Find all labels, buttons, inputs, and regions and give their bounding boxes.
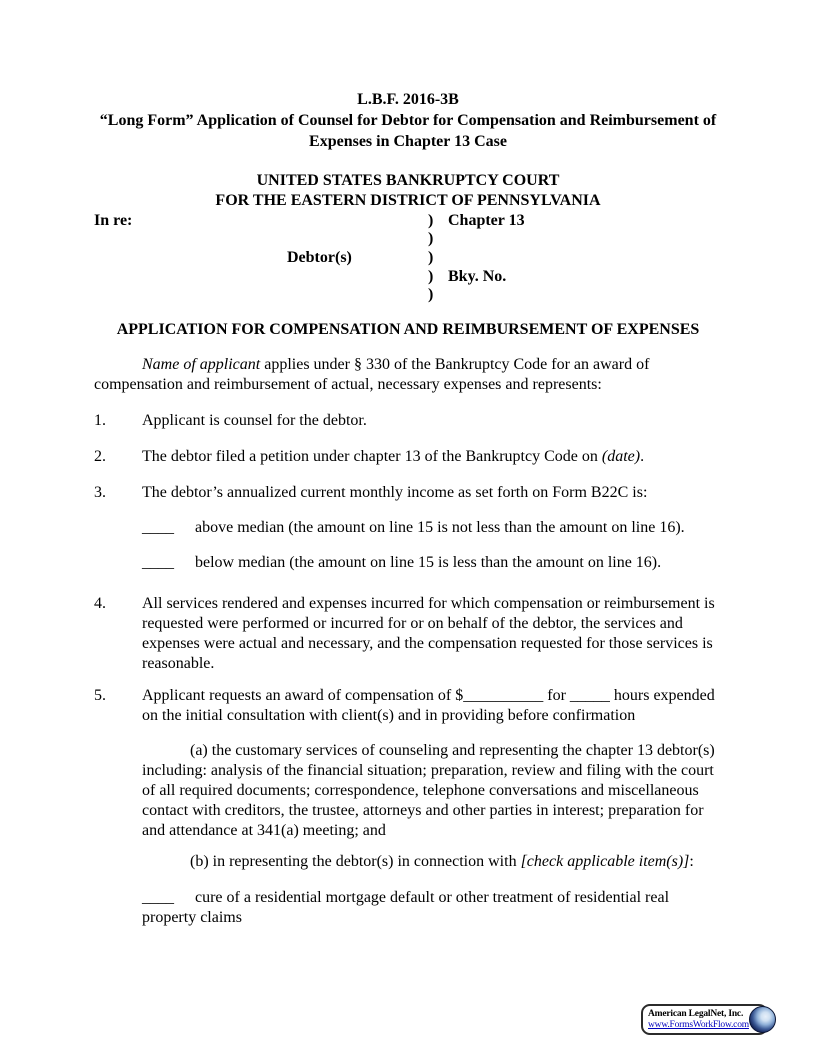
above-median-text: above median (the amount on line 15 is not less than the amount on line 16). xyxy=(195,519,685,536)
in-re-label: In re: xyxy=(94,212,133,229)
below-median-option xyxy=(94,553,722,573)
application-heading: APPLICATION FOR COMPENSATION AND REIMBURSEMENT OF EXPENSES xyxy=(116,321,700,338)
cure-mortgage-option xyxy=(142,888,722,928)
compensation-amount-blank[interactable]: __________ xyxy=(463,687,544,704)
form-title-line2: Expenses in Chapter 13 Case xyxy=(309,133,507,150)
court-line1: UNITED STATES BANKRUPTCY COURT xyxy=(256,172,560,189)
check-applicable-note: [check applicable item(s)] xyxy=(520,853,690,870)
item-1 xyxy=(94,411,722,431)
item-3-number: 3. xyxy=(94,484,106,501)
court-line2: FOR THE EASTERN DISTRICT OF PENNSYLVANIA xyxy=(215,192,601,209)
cure-check-blank[interactable]: ____ xyxy=(142,889,174,906)
below-median-check-blank[interactable]: ____ xyxy=(142,554,174,571)
above-median-option xyxy=(94,518,722,538)
item-3-text: The debtor’s annualized current monthly income as set forth on Form B22C is: xyxy=(142,484,648,501)
logo-text-block xyxy=(648,1009,749,1031)
case-caption xyxy=(94,211,722,304)
item-4-number: 4. xyxy=(94,595,106,612)
item-1-number: 1. xyxy=(94,412,106,429)
item-4 xyxy=(94,594,722,674)
caption-paren: ) xyxy=(428,268,434,285)
form-number: L.B.F. 2016-3B xyxy=(357,91,459,108)
item-2-period: . xyxy=(640,448,645,465)
american-legalnet-logo[interactable] xyxy=(641,1004,768,1035)
debtors-label: Debtor(s) xyxy=(287,249,352,266)
item-5b-text: (b) in representing the debtor(s) in connection with xyxy=(190,853,521,870)
item-2-text: The debtor filed a petition under chapter 13 of the Bankruptcy Code on xyxy=(142,448,602,465)
formsworkflow-link[interactable]: www.FormsWorkFlow.com xyxy=(648,1019,749,1030)
bky-no-label: Bky. No. xyxy=(448,268,507,285)
item-3 xyxy=(94,483,722,503)
item-2 xyxy=(94,447,722,467)
item-5-text-post: hours expended on the initial consultation with client(s) and in providing before confirmation xyxy=(142,687,715,724)
caption-paren: ) xyxy=(428,212,434,229)
form-title-block xyxy=(94,89,722,152)
intro-paragraph xyxy=(94,355,722,395)
item-1-text: Applicant is counsel for the debtor. xyxy=(142,412,367,429)
item-5b-colon: : xyxy=(689,853,694,870)
intro-text: applies under § 330 of the Bankruptcy Code for an award of compensation and reimbursement of actual, necessary expenses and represents: xyxy=(94,356,650,393)
item-4-text: All services rendered and expenses incurred for which compensation or reimbursement is requested were performed or incurred for or on behalf of the debtor, the services and expenses were actual and necessary, and the compensation requested for those services is reasonable. xyxy=(142,595,715,672)
caption-paren: ) xyxy=(428,286,434,303)
caption-paren: ) xyxy=(428,249,434,266)
legalnet-company-name: American LegalNet, Inc. xyxy=(648,1008,744,1019)
name-of-applicant-placeholder: Name of applicant xyxy=(142,356,261,373)
hours-blank[interactable]: _____ xyxy=(569,687,610,704)
item-5-number: 5. xyxy=(94,687,106,704)
below-median-text: below median (the amount on line 15 is less than the amount on line 16). xyxy=(195,554,662,571)
item-5-text-mid: for xyxy=(543,687,570,704)
form-title-line1: “Long Form” Application of Counsel for Debtor for Compensation and Reimbursement of xyxy=(99,112,717,129)
globe-icon xyxy=(749,1006,776,1033)
item-5b-paragraph xyxy=(142,852,722,872)
item-5 xyxy=(94,686,722,726)
item-2-number: 2. xyxy=(94,448,106,465)
cure-option-text: cure of a residential mortgage default or other treatment of residential real property claims xyxy=(142,889,670,926)
above-median-check-blank[interactable]: ____ xyxy=(142,519,174,536)
date-placeholder: (date) xyxy=(601,448,641,465)
chapter-label: Chapter 13 xyxy=(448,212,525,229)
item-5a-paragraph: (a) the customary services of counseling and representing the chapter 13 debtor(s) including: analysis of the financial situation; preparation, review and filing with the court of all required documents; correspondence, telephone conversations and miscellaneous contact with creditors, the trustee, attorneys and other parties in interest; preparation for and attendance at 341(a) meeting; and xyxy=(142,742,715,839)
caption-paren: ) xyxy=(428,230,434,247)
item-5-text-pre: Applicant requests an award of compensation of $ xyxy=(142,687,464,704)
court-name-block xyxy=(94,171,722,211)
